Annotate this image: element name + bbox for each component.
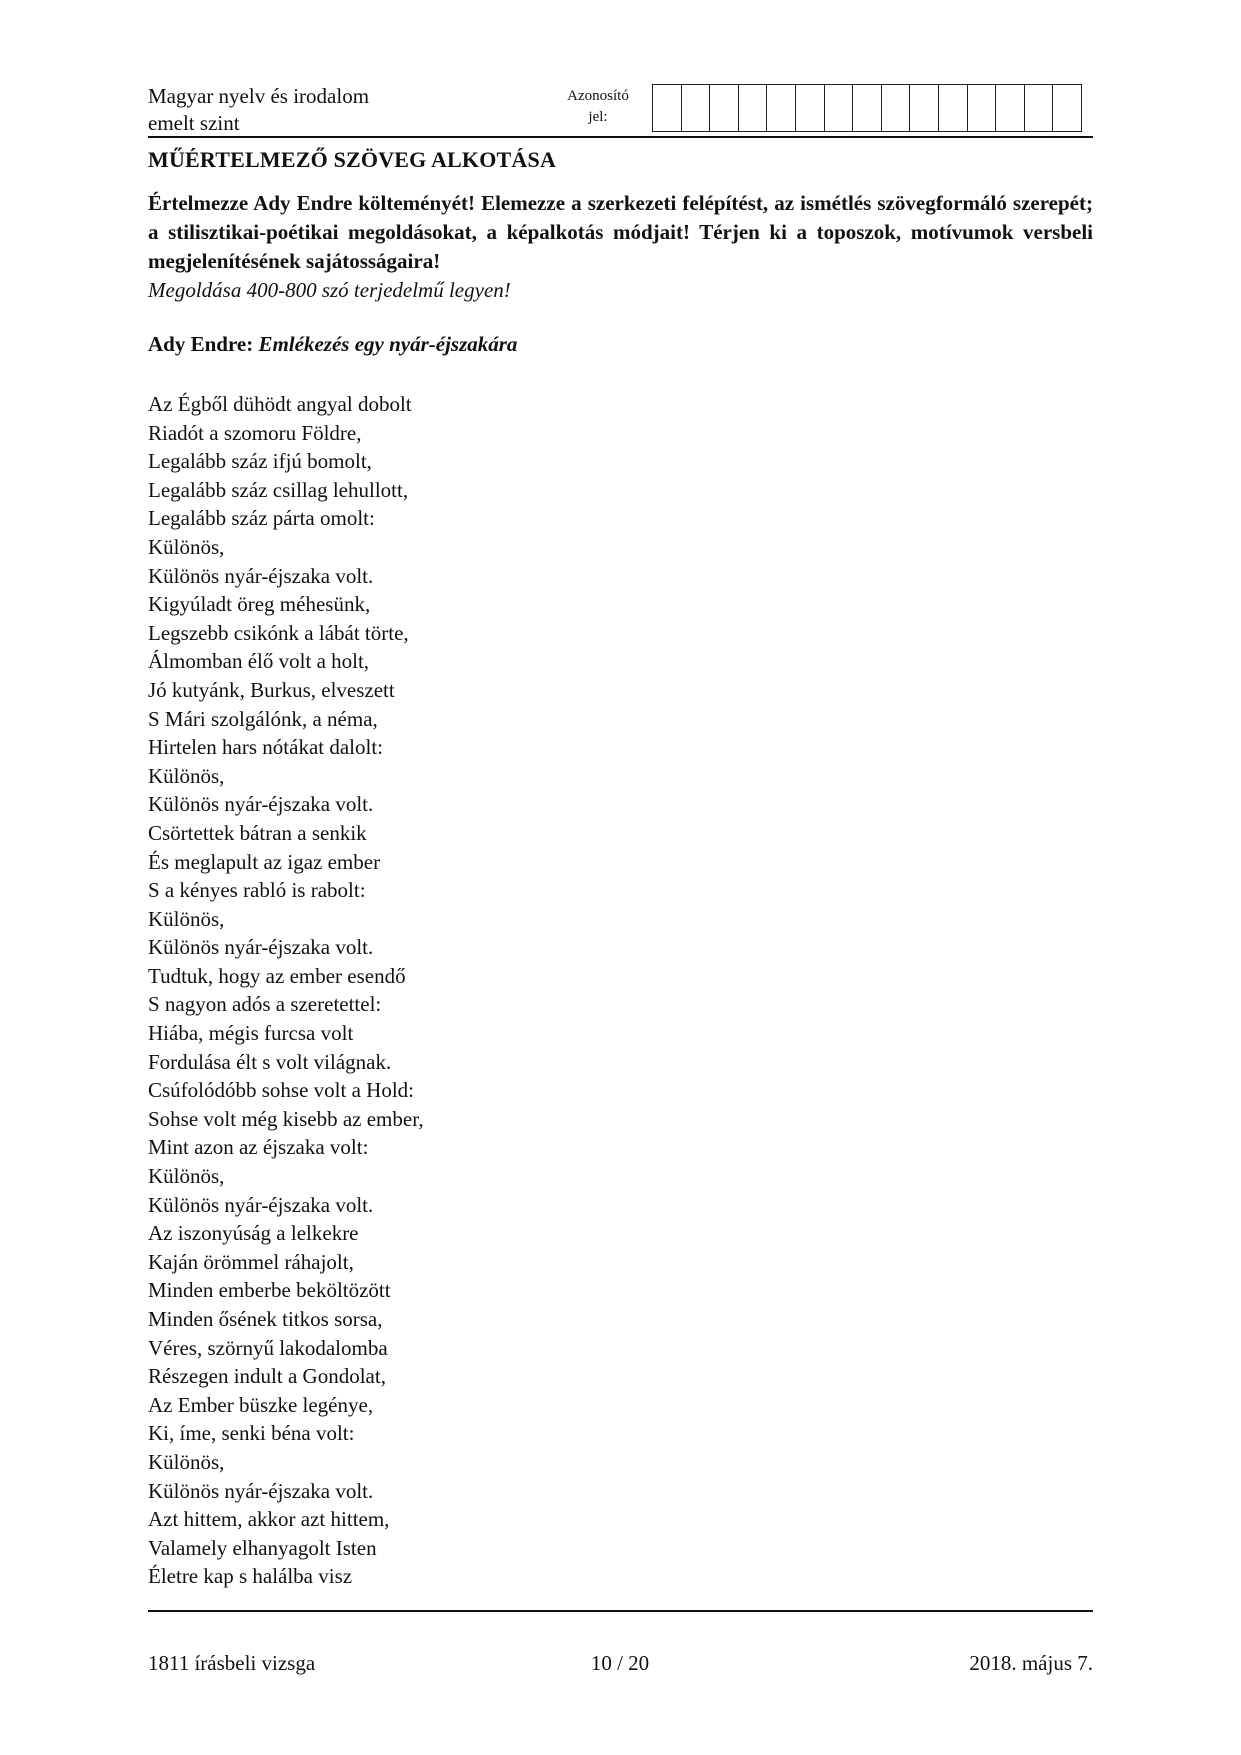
id-code-boxes xyxy=(652,84,1082,132)
id-box[interactable] xyxy=(939,85,968,131)
poem-line: Az Ember büszke legénye, xyxy=(148,1392,374,1417)
id-box[interactable] xyxy=(1053,85,1082,131)
poem-line: Különös, xyxy=(148,1449,225,1474)
poem-line: Csúfolódóbb sohse volt a Hold: xyxy=(148,1078,414,1103)
id-box[interactable] xyxy=(910,85,939,131)
poem-line: Különös nyár-éjszaka volt. xyxy=(148,563,374,588)
poem-line: Legalább száz csillag lehullott, xyxy=(148,477,409,502)
poem-line: Riadót a szomoru Földre, xyxy=(148,420,362,445)
poem-line: Legszebb csikónk a lábát törte, xyxy=(148,620,409,645)
poem-line: Hiába, mégis furcsa volt xyxy=(148,1021,354,1046)
poem-line: Sohse volt még kisebb az ember, xyxy=(148,1106,424,1131)
id-box[interactable] xyxy=(882,85,911,131)
poem-line: Jó kutyánk, Burkus, elveszett xyxy=(148,677,395,702)
poem-line: Életre kap s halálba visz xyxy=(148,1564,353,1589)
footer-date: 2018. május 7. xyxy=(969,1651,1093,1675)
id-box[interactable] xyxy=(996,85,1025,131)
poem-line: Részegen indult a Gondolat, xyxy=(148,1364,386,1389)
id-box[interactable] xyxy=(825,85,854,131)
poem-line: Tudtuk, hogy az ember esendő xyxy=(148,963,406,988)
poem-line: Véres, szörnyű lakodalomba xyxy=(148,1335,388,1360)
poem-line: Mint azon az éjszaka volt: xyxy=(148,1135,369,1160)
poem-line: És meglapult az igaz ember xyxy=(148,849,381,874)
id-box[interactable] xyxy=(682,85,711,131)
header-subject: Magyar nyelv és irodalom xyxy=(148,84,370,108)
header-divider xyxy=(148,136,1093,138)
footer-page-number: 10 / 20 xyxy=(590,1651,650,1675)
poem-line: Különös, xyxy=(148,534,225,559)
poem-line: Ki, íme, senki béna volt: xyxy=(148,1421,355,1446)
poem-line: Minden emberbe beköltözött xyxy=(148,1278,391,1303)
poem-line: Különös nyár-éjszaka volt. xyxy=(148,1478,374,1503)
id-box[interactable] xyxy=(968,85,997,131)
poem-line: Csörtettek bátran a senkik xyxy=(148,820,367,845)
poem-text xyxy=(148,390,424,1591)
section-title: MŰÉRTELMEZŐ SZÖVEG ALKOTÁSA xyxy=(148,147,557,172)
task-instruction: Értelmezze Ady Endre költeményét! Elemezze a szerkezeti felépítést, az ismétlés szövegformáló szerepét; a stilisztikai-poétikai megoldásokat, a képalkotás módjait! Térjen ki a toposzok, motívumok versbeli megjelenítésének sajátosságaira! xyxy=(148,191,1093,273)
poem-line: Különös nyár-éjszaka volt. xyxy=(148,1192,374,1217)
id-label-line1: Azonosító xyxy=(567,88,629,104)
id-box[interactable] xyxy=(853,85,882,131)
poem-line: Különös nyár-éjszaka volt. xyxy=(148,792,374,817)
poem-line: Különös, xyxy=(148,763,225,788)
header-level: emelt szint xyxy=(148,111,240,135)
poem-title: Emlékezés egy nyár-éjszakára xyxy=(258,332,518,356)
id-box[interactable] xyxy=(1025,85,1054,131)
id-box[interactable] xyxy=(739,85,768,131)
poem-line: S nagyon adós a szeretettel: xyxy=(148,992,382,1017)
poem-heading xyxy=(148,332,517,357)
id-box[interactable] xyxy=(710,85,739,131)
footer-divider xyxy=(148,1610,1093,1612)
id-label-line2: jel: xyxy=(588,109,608,125)
poem-line: Azt hittem, akkor azt hittem, xyxy=(148,1507,390,1532)
poem-line: S Mári szolgálónk, a néma, xyxy=(148,706,378,731)
poem-author: Ady Endre: xyxy=(148,332,254,356)
poem-line: Kaján örömmel ráhajolt, xyxy=(148,1249,354,1274)
poem-line: Az iszonyúság a lelkekre xyxy=(148,1221,359,1246)
poem-line: Az Égből dühödt angyal dobolt xyxy=(148,392,412,416)
id-label xyxy=(548,86,648,128)
poem-line: Legalább száz párta omolt: xyxy=(148,506,375,531)
poem-line: Legalább száz ifjú bomolt, xyxy=(148,449,372,474)
header-subject-block xyxy=(148,83,369,137)
poem-line: Valamely elhanyagolt Isten xyxy=(148,1535,377,1560)
poem-line: Különös, xyxy=(148,1164,225,1189)
footer-exam-code: 1811 írásbeli vizsga xyxy=(148,1651,316,1675)
poem-line: Álmomban élő volt a holt, xyxy=(148,649,370,674)
poem-line: Különös, xyxy=(148,906,225,931)
poem-line: Minden ősének titkos sorsa, xyxy=(148,1307,383,1331)
id-box[interactable] xyxy=(796,85,825,131)
poem-line: Fordulása élt s volt világnak. xyxy=(148,1049,392,1074)
task-length-note: Megoldása 400-800 szó terjedelmű legyen! xyxy=(148,278,511,302)
id-box[interactable] xyxy=(767,85,796,131)
poem-line: Különös nyár-éjszaka volt. xyxy=(148,935,374,960)
id-box[interactable] xyxy=(653,85,682,131)
poem-line: S a kényes rabló is rabolt: xyxy=(148,878,366,903)
poem-line: Hirtelen hars nótákat dalolt: xyxy=(148,735,384,760)
poem-line: Kigyúladt öreg méhesünk, xyxy=(148,592,371,617)
